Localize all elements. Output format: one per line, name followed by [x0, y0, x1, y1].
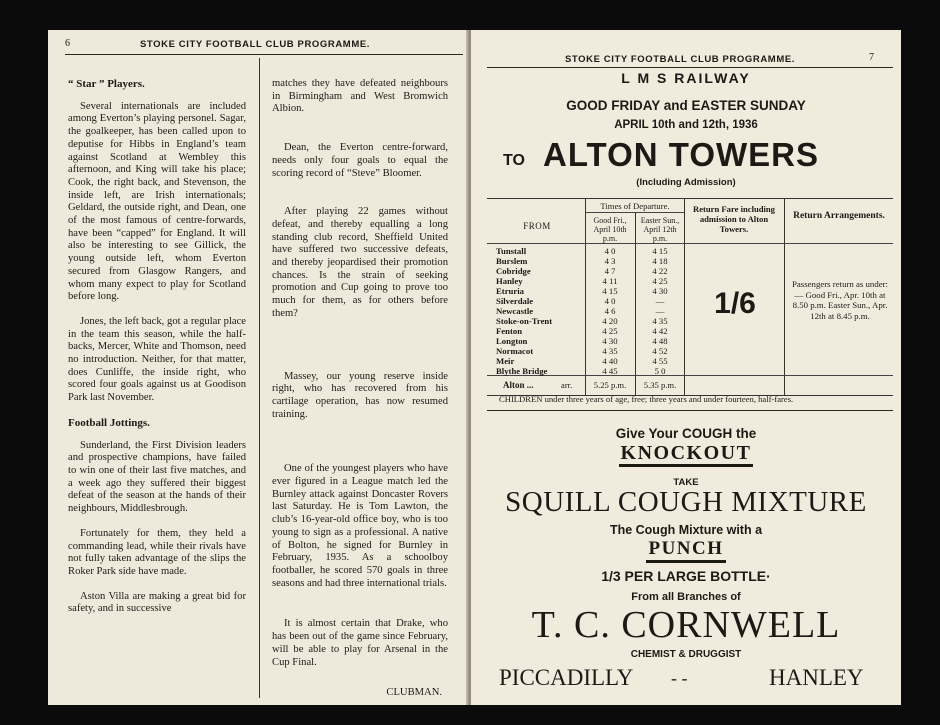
star-players-heading: “ Star ” Players. — [68, 78, 145, 90]
punch-word: PUNCH — [646, 538, 725, 563]
station-row — [487, 266, 685, 276]
sunday-time: 4 22 — [652, 266, 668, 276]
station-row — [487, 326, 685, 336]
station-name: Cobridge — [496, 266, 531, 276]
paragraph: Several internationals are included among Everton’s playing personel. Sagar, the goalkeeper, has been called upon to deputise for Hibbs in England’s team against Scotland at Wembley this afternoon, and King will take his place; Cook, the right back, and Stevenson, the inside left, are Irish internationals; Geldard, the outside right, and Dean, one of the most famous of centre-forwards, have been “capped” for England. It will also be interesting to see Gillick, the young outside left, whom Everton secured from Glasgow Rangers, and whom many expect to play for Scotland before long. — [68, 100, 246, 303]
station-name: Burslem — [496, 256, 528, 266]
station-row — [487, 366, 685, 376]
paragraph: matches they have defeated neighbours in Birmingham and West Bromwich Albion. — [272, 78, 448, 115]
station-name: Fenton — [496, 326, 523, 336]
col-easter-sunday: Easter Sun., April 12th p.m. — [640, 216, 680, 243]
col-good-friday: Good Fri., April 10th p.m. — [593, 216, 627, 243]
sunday-time: — — [655, 296, 665, 306]
arrival-friday: 5.25 p.m. — [593, 380, 627, 390]
sunday-time: 4 18 — [652, 256, 668, 266]
header-rule — [65, 54, 463, 55]
station-name: Tunstall — [496, 246, 527, 256]
chemist-trade: CHEMIST & DRUGGIST — [630, 649, 742, 660]
price-line: 1/3 PER LARGE BOTTLE· — [601, 568, 771, 584]
railway-company: L M S RAILWAY — [621, 70, 751, 86]
friday-time: 4 40 — [602, 356, 618, 366]
paragraph: It is almost certain that Drake, who has been out of the game since February, will be able to play for Arsenal in the Cup Final. — [272, 618, 448, 668]
sunday-time: 4 52 — [652, 346, 668, 356]
col-return-arrangements: Return Arrangements. — [793, 211, 885, 221]
col-times: Times of Departure. — [600, 201, 670, 211]
timetable — [487, 198, 893, 396]
arrival-sunday: 5.35 p.m. — [643, 380, 677, 390]
sunday-time: 4 25 — [652, 276, 668, 286]
station-name: Meir — [496, 356, 515, 366]
station-row — [487, 256, 685, 266]
station-name: Normacot — [496, 346, 534, 356]
railway-occasion: GOOD FRIDAY and EASTER SUNDAY — [566, 98, 806, 113]
take-label: TAKE — [673, 477, 699, 488]
admission-note: (Including Admission) — [636, 177, 736, 188]
paragraph: One of the youngest players who have ever figured in a League match led the Burnley attack against Doncaster Rovers last Saturday. He is Tom Lawton, the club’s 16-year-old office boy, who is too young to sign as a professional. A native of Bolton, he signed for Burnley in February, 1935. As a schoolboy footballer, he scored 570 goals in three seasons and had three international trials. — [272, 463, 448, 589]
col-from: FROM — [523, 221, 551, 231]
station-name: Silverdale — [496, 296, 534, 306]
col-return-fare-text: Return Fare including admission to Alton Towers. — [693, 204, 775, 234]
sunday-time: 4 30 — [652, 286, 668, 296]
station-row — [487, 356, 685, 366]
friday-time: 4 0 — [604, 296, 616, 306]
paragraph: Jones, the left back, got a regular place in the team this season, while the half-backs, Mercer, White and Thomson, need no introduction. Neither, for that matter, does Cunliffe, the inside right, who scored four goals against us at Goodison Park last November. — [68, 315, 246, 404]
address-right: HANLEY — [769, 665, 864, 690]
destination-title: ALTON TOWERS — [543, 136, 819, 173]
friday-time: 4 7 — [604, 266, 616, 276]
children-fares: CHILDREN under three years of age, free; three years and under fourteen, half-fares. — [499, 394, 794, 404]
friday-time: 4 6 — [604, 306, 616, 316]
paragraph: Dean, the Everton centre-forward, needs only four goals to equal the scoring record of “Steve” Bloomer. — [272, 142, 448, 179]
page-number: 6 — [65, 38, 70, 49]
punch-block — [471, 538, 901, 563]
address-dashes: - - — [671, 668, 688, 688]
page-header: STOKE CITY FOOTBALL CLUB PROGRAMME. — [140, 39, 371, 50]
sunday-time: 4 48 — [652, 336, 668, 346]
station-name: Longton — [496, 336, 528, 346]
fare-price: 1/6 — [714, 287, 756, 320]
arrival-arr: arr. — [561, 380, 573, 390]
friday-time: 4 15 — [602, 286, 618, 296]
paragraph: Sunderland, the First Division leaders and prospective champions, have failed to win one of their last five matches, and a week ago they suffered their biggest defeat of the season at the hands of their neighbours, Middlesbrough. — [68, 439, 246, 515]
address-left: PICCADILLY — [499, 665, 634, 690]
football-jottings-heading: Football Jottings. — [68, 416, 150, 429]
page-header: STOKE CITY FOOTBALL CLUB PROGRAMME. — [565, 54, 796, 65]
friday-time: 4 3 — [604, 256, 616, 266]
station-name: Newcastle — [496, 306, 534, 316]
cough-headline: Give Your COUGH the — [615, 426, 757, 441]
article-column-1 — [68, 78, 246, 628]
station-name: Blythe Bridge — [496, 366, 548, 376]
paragraph: Massey, our young reserve inside right, who has recovered from his cartilage operation, has now resumed training. — [272, 370, 448, 420]
sunday-time: 4 35 — [652, 316, 668, 326]
sunday-time: — — [655, 306, 665, 316]
left-page — [48, 30, 469, 705]
page-number: 7 — [869, 52, 874, 63]
paragraph: Fortunately for them, they held a commanding lead, while their rivals have not fully taken advantage of the slips the Roker Park side have made. — [68, 527, 246, 577]
friday-time: 4 25 — [602, 326, 618, 336]
friday-time: 4 0 — [604, 246, 616, 256]
paragraph: After playing 22 games without defeat, and thereby equalling a long standing club record, Sheffield United have suffered two successive defeats, and thereby jeopardised their promotion chances. Is the strain of seeking promotion and Cup going to prove too much for them, as for others before them? — [272, 206, 448, 319]
friday-time: 4 45 — [602, 366, 618, 376]
col-return-fare — [690, 204, 778, 234]
station-row — [487, 296, 685, 306]
return-times: Passengers return as under:— Good Fri., Apr. 10th at 8.50 p.m. Easter Sun., Apr. 12th at 8.45 p.m. — [792, 279, 889, 321]
station-name: Hanley — [496, 276, 523, 286]
station-row — [487, 336, 685, 346]
sunday-time: 5 0 — [654, 366, 666, 376]
arrival-station: Alton ... — [503, 380, 534, 390]
friday-time: 4 20 — [602, 316, 618, 326]
station-list — [487, 246, 685, 376]
chemist-name: T. C. CORNWELL — [531, 604, 841, 646]
ad-divider — [487, 410, 893, 411]
friday-time: 4 35 — [602, 346, 618, 356]
station-row — [487, 306, 685, 316]
column-divider — [259, 58, 260, 698]
railway-dates: APRIL 10th and 12th, 1936 — [614, 119, 758, 131]
station-row — [487, 286, 685, 296]
branches-line: From all Branches of — [631, 591, 741, 603]
article-column-2 — [272, 78, 448, 700]
friday-time: 4 30 — [602, 336, 618, 346]
sunday-time: 4 15 — [652, 246, 668, 256]
header-rule — [487, 67, 893, 68]
station-name: Stoke-on-Trent — [496, 316, 553, 326]
station-row — [487, 316, 685, 326]
signature: CLUBMAN. — [386, 687, 442, 699]
station-row — [487, 346, 685, 356]
station-row — [487, 276, 685, 286]
sunday-time: 4 55 — [652, 356, 668, 366]
knockout-word: KNOCKOUT — [619, 442, 754, 467]
product-name: SQUILL COUGH MIXTURE — [505, 486, 867, 518]
station-row — [487, 246, 685, 256]
railway-to: TO — [503, 152, 525, 169]
friday-time: 4 11 — [602, 276, 618, 286]
sunday-time: 4 42 — [652, 326, 668, 336]
cough-tagline: The Cough Mixture with a — [609, 523, 763, 537]
knockout-block — [471, 442, 901, 467]
paragraph: Aston Villa are making a great bid for safety, and in successive — [68, 590, 246, 615]
station-name: Etruria — [496, 286, 524, 296]
right-page — [471, 30, 901, 705]
